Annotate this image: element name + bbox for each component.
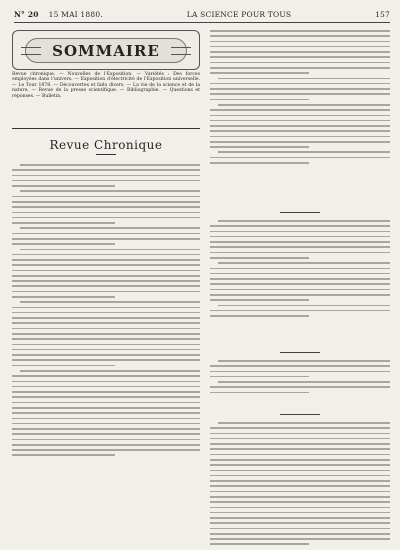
page-header [14, 6, 390, 23]
right-separator-3 [280, 414, 320, 415]
right-separator-1 [280, 212, 320, 213]
right-separator-2 [280, 352, 320, 353]
right-body-text-4 [210, 422, 390, 549]
sommaire-cartouche [25, 38, 187, 63]
title-ornament [96, 154, 116, 155]
revue-chronique-title: Revue Chronique [49, 138, 163, 152]
right-body-text-1 [210, 30, 390, 167]
ornament-left-icon [21, 47, 41, 55]
left-column [12, 30, 200, 542]
sommaire-text: Revue chronique. — Nouvelles de l'Exposition. — Variétés : Des forces employées dans l'univers. — Exposition d'électricité de l'Exposition universelle. — Le Tour 1878. — Découvertes et faits divers. — La vie de la science et de la nature. — Revue de la presse scientifique. — Bibliographie. — Questions et réponses. — Bulletin. [12, 72, 200, 99]
right-body-text-3 [210, 360, 390, 397]
right-column [210, 30, 390, 542]
section-divider [12, 128, 200, 129]
issue-date: 15 MAI 1880. [48, 9, 103, 19]
left-body-text [12, 164, 200, 460]
journal-name: LA SCIENCE POUR TOUS [186, 9, 292, 19]
sommaire-banner [12, 30, 200, 70]
right-body-text-2 [210, 220, 390, 320]
page-number: 157 [375, 9, 390, 19]
ornament-right-icon [171, 47, 191, 55]
sommaire-title: SOMMAIRE [52, 41, 160, 60]
issue-number: N° 20 [14, 9, 39, 19]
